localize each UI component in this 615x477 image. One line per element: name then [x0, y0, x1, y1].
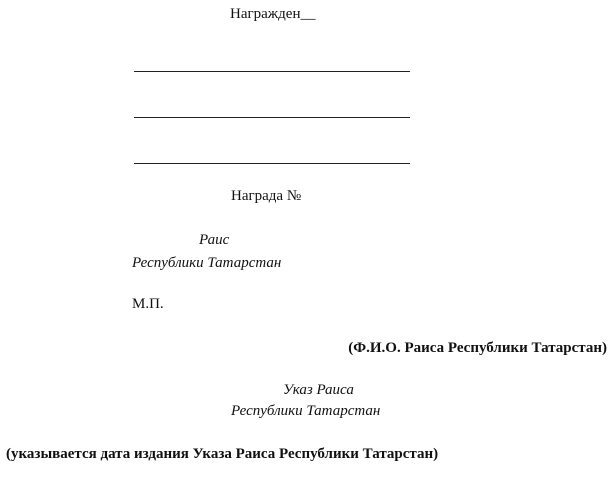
name-line-1 — [134, 71, 410, 72]
decree-line-1: Указ Раиса — [283, 382, 354, 398]
name-line-3 — [134, 163, 410, 164]
decree-date-note: (указывается дата издания Указа Раиса Республики Татарстан) — [6, 446, 439, 462]
awarded-label: Награжден__ — [230, 6, 316, 22]
president-title-line-2: Республики Татарстан — [132, 255, 282, 271]
name-line-2 — [134, 117, 410, 118]
award-number-label: Награда № — [231, 188, 302, 204]
decree-line-2: Республики Татарстан — [231, 403, 381, 419]
president-title-line-1: Раис — [199, 232, 230, 248]
president-name-note: (Ф.И.О. Раиса Республики Татарстан) — [348, 340, 607, 356]
seal-label: М.П. — [132, 296, 164, 312]
